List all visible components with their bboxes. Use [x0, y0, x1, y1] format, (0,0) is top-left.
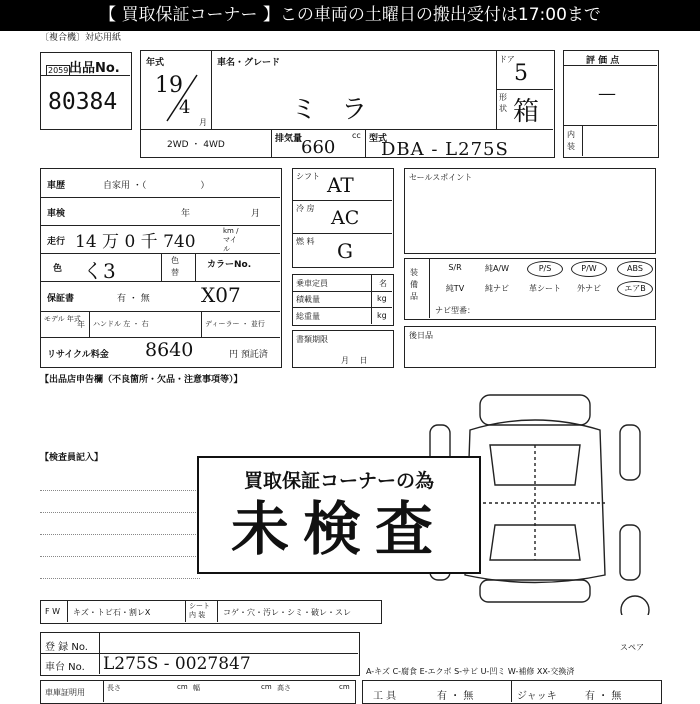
mileage-label: 走行 [47, 237, 66, 247]
warranty-value: 有 ・ 無 [117, 294, 150, 304]
chassis-label: 車台 No. [45, 662, 85, 673]
rating-value: — [598, 83, 616, 104]
recycle-unit: 円 預託済 [229, 350, 268, 360]
weight-label: 総重量 [296, 312, 320, 321]
displacement-unit: cc [352, 131, 361, 140]
car-name-value: ミ ラ [291, 95, 376, 125]
fw-seat-row [40, 600, 382, 624]
seat-text: コゲ・穴・汚レ・シミ・破レ・スレ [223, 608, 351, 617]
equip-power-windows: P/W [571, 261, 607, 277]
vehicle-details-block [40, 168, 282, 368]
color-number-label: カラーNo. [207, 260, 252, 270]
year-label: 年式 [146, 58, 165, 68]
inspection-month: 月 [251, 209, 261, 219]
equip-abs: ABS [617, 261, 653, 277]
capacity-unit: 名 [379, 279, 387, 288]
door-value: 5 [514, 61, 528, 86]
stamp-title: 買取保証コーナーの為 [243, 470, 434, 492]
documents-label: 書類期限 [296, 335, 328, 344]
shift-label: シフト [296, 172, 320, 181]
equip-alloy-wheels: 純A/W [484, 264, 510, 273]
history-value: 自家用 ・（ ） [103, 181, 210, 191]
shape-value: 箱 [513, 97, 540, 127]
color-label: 色 [53, 264, 63, 274]
fw-text: キズ・トビ石・割レX [73, 608, 151, 617]
spare-label: スペア [620, 643, 644, 652]
equip-navi: 純ナビ [485, 284, 509, 293]
documents-block [292, 330, 394, 368]
inspector-label: 【検査員記入】 [40, 453, 104, 463]
fuel-label: 燃 料 [296, 237, 315, 246]
recycle-value: 8640 [145, 339, 194, 361]
inspection-label: 車検 [47, 209, 66, 219]
tools-value: 有 ・ 無 [437, 691, 474, 702]
displacement-value: 660 [301, 137, 336, 158]
documents-unit: 月 日 [341, 356, 372, 365]
equip-aftermarket-navi: 外ナビ [577, 284, 601, 293]
dealer-import: ディーラー ・ 並行 [205, 320, 265, 328]
jack-value: 有 ・ 無 [585, 691, 622, 702]
capacity-block [292, 274, 394, 326]
garage-block [40, 680, 356, 704]
seat-label: シート 内 装 [189, 602, 210, 619]
fuel-value: G [337, 239, 353, 263]
ac-value: AC [331, 207, 360, 229]
model-year-label: モデル 年式 [44, 315, 81, 323]
lot-label: 出品No. [69, 61, 120, 76]
model-code-label: 型式 [369, 134, 388, 144]
handle-side: ハンドル 左 ・ 右 [93, 320, 149, 328]
aftermarket-label: 後日品 [409, 331, 433, 340]
jack-label: ジャッキ [517, 691, 557, 702]
garage-height-unit: cm [339, 683, 350, 691]
year-slash-mark [161, 71, 201, 125]
rating-label: 評 価 点 [586, 56, 620, 66]
lot-number: 80384 [48, 89, 118, 115]
stamp-main: 未検査 [230, 495, 447, 563]
ac-label: 冷 房 [296, 204, 315, 213]
color-value: く3 [83, 259, 116, 283]
garage-width-unit: cm [261, 683, 272, 691]
registration-block [40, 632, 360, 676]
garage-height-label: 高さ [277, 684, 291, 692]
month-value: 4 [179, 97, 191, 118]
month-unit: 月 [199, 118, 207, 127]
lot-sub-number: 2059 [48, 66, 69, 75]
tools-label: 工 具 [373, 691, 397, 702]
damage-legend: A-キズ C-腐食 E-エクボ S-サビ U-凹ミ W-補修 XX-交換済 [366, 667, 575, 676]
equip-leather-seats: 革シート [529, 284, 561, 293]
aftermarket-box [404, 326, 656, 368]
sales-point-label: セールスポイント [409, 173, 473, 182]
history-label: 車歴 [47, 181, 66, 191]
drive-type: 2WD ・ 4WD [167, 140, 225, 150]
garage-width-label: 幅 [193, 684, 200, 692]
tools-jack-block [362, 680, 662, 704]
vehicle-header-block [140, 50, 555, 158]
car-name-label: 車名・グレード [217, 58, 281, 68]
top-banner: 【 買取保証コーナー 】この車両の土曜日の搬出受付は17:00まで [0, 0, 700, 31]
reg-no-label: 登 録 No. [45, 642, 88, 653]
equip-power-steering: P/S [527, 261, 563, 277]
rating-box [563, 50, 659, 158]
shift-value: AT [327, 173, 354, 197]
equipment-block [404, 258, 656, 320]
lot-number-box [40, 52, 132, 130]
interior-label: 内装 [567, 130, 575, 151]
sales-point-box [404, 168, 656, 254]
equip-sunroof: S/R [448, 263, 462, 272]
chassis-value: L275S - 0027847 [103, 654, 251, 674]
garage-length-unit: cm [177, 683, 188, 691]
equip-tv: 純TV [445, 284, 465, 293]
equip-airbag: エアB [617, 281, 653, 297]
model-year-suffix: 年 [77, 320, 85, 329]
color-number-value: X07 [201, 283, 241, 307]
color-change-label: 色替 [171, 256, 179, 277]
fw-label: F W [45, 607, 61, 616]
garage-length-label: 長さ [107, 684, 121, 692]
capacity-label: 乗車定員 [296, 279, 328, 288]
navi-model-label: ナビ型番： [435, 306, 475, 315]
load-label: 積載量 [296, 295, 320, 304]
mileage-unit: km / マイル [223, 227, 239, 253]
form-type-label: 〔複合機〕対応用紙 [40, 33, 122, 43]
equipment-label: 装備品 [410, 268, 418, 301]
year-value: 19 [155, 73, 183, 98]
door-label: ドア [499, 55, 515, 64]
garage-label: 車庫証明用 [45, 688, 85, 697]
shape-label: 形状 [499, 93, 507, 113]
load-unit: kg [377, 294, 387, 303]
inspection-year: 年 [181, 209, 191, 219]
displacement-label: 排気量 [275, 134, 303, 144]
shift-ac-fuel-block [292, 168, 394, 268]
warranty-label: 保証書 [47, 294, 75, 304]
defect-section-label: 【出品店申告欄（不良箇所・欠品・注意事項等）】 [40, 375, 243, 385]
not-inspected-stamp [197, 456, 481, 574]
weight-unit: kg [377, 311, 387, 320]
model-code-value: DBA - L275S [381, 139, 509, 160]
mileage-value: 14 万 0 千 740 [75, 232, 196, 252]
recycle-label: リサイクル料金 [47, 350, 109, 360]
